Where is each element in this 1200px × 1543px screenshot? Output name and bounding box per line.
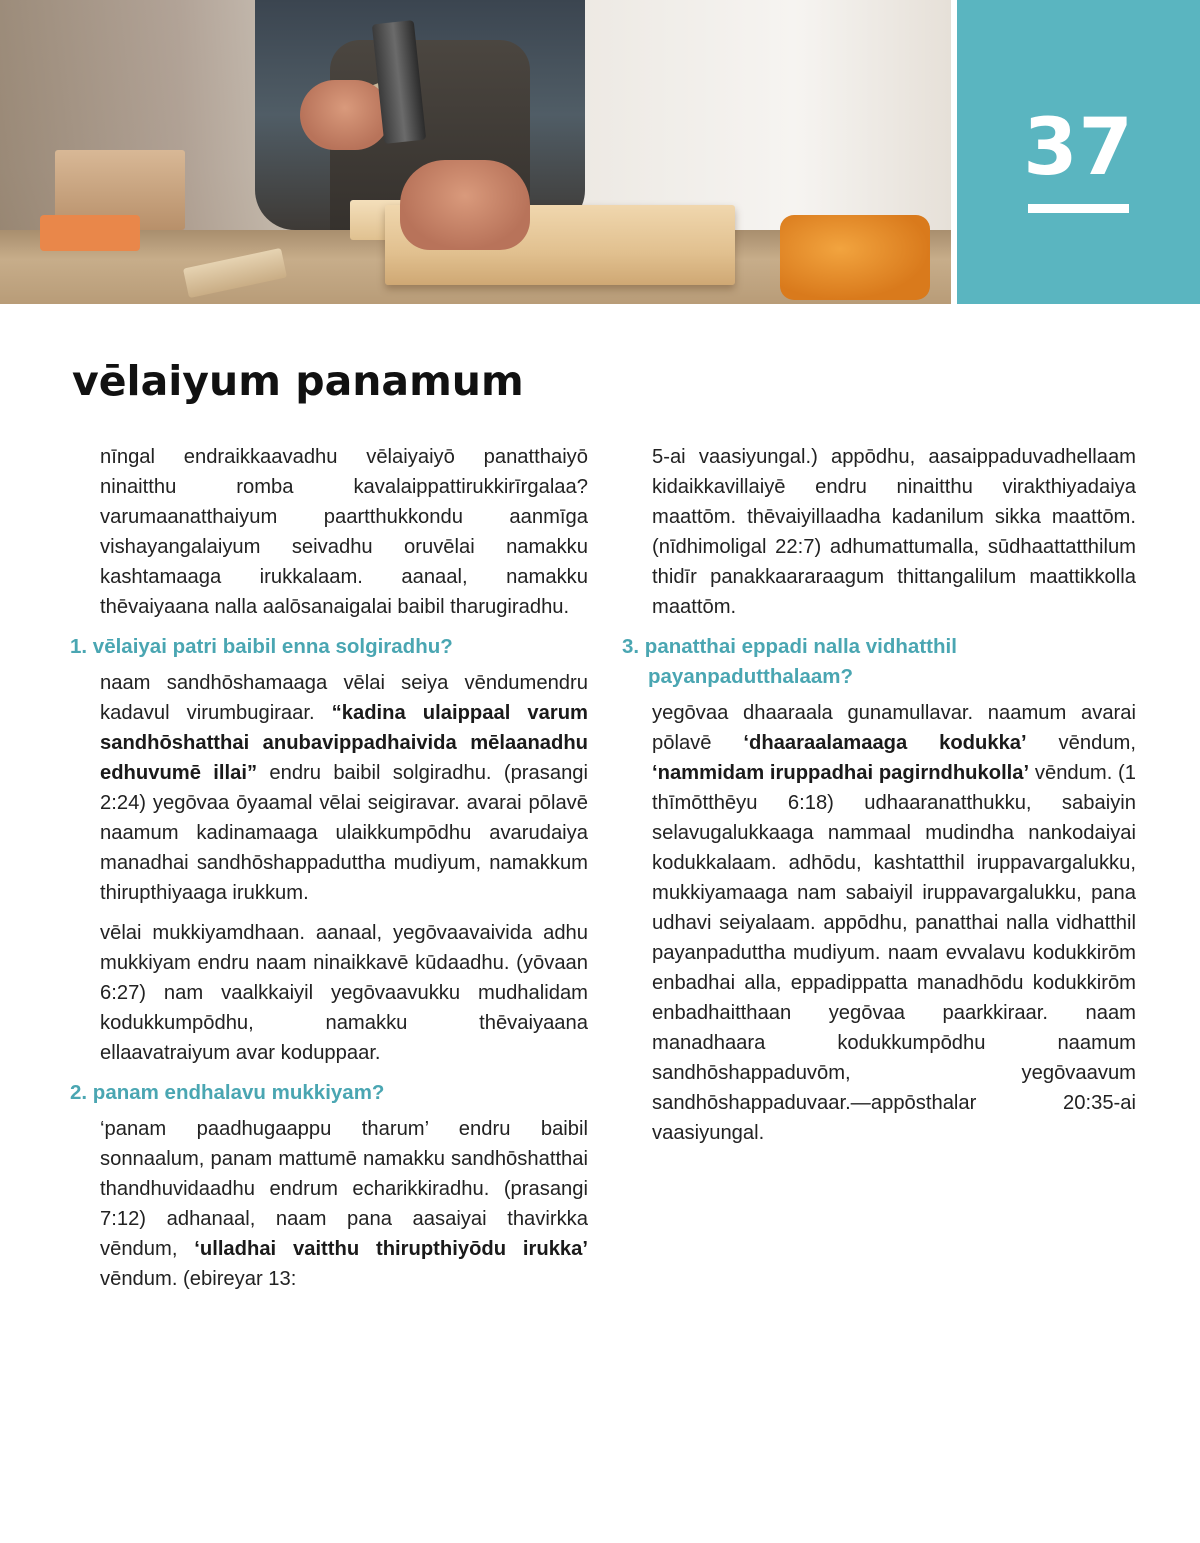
section-1-paragraph-1 — [70, 668, 588, 908]
bold-quote: “kadina ulaippaal varum sandhōshatthai anubavippadhaivida mēlaanadhu edhuvumē illai” — [100, 702, 588, 784]
section-heading-1: 1. vēlaiyai patri baibil enna solgiradhu? — [70, 635, 453, 658]
text-span: vēndum, — [1026, 732, 1136, 754]
page-title: vēlaiyum panamum — [72, 357, 524, 405]
section-2-paragraph-continued: 5-ai vaasiyungal.) appōdhu, aasaippaduvadhellaam kidaikkavillaiyē endru ninaitthu virakthiyadaiya maattōm. thēvaiyillaadha kadanilum sikka maattōm. (nīdhimoligal 22:7) adhumattumalla, sūdhaattatthilum thidīr panakkaararaagum thittangalilum maattikkolla maattōm. — [652, 446, 1136, 618]
bold-quote: ‘ulladhai vaitthu thirupthiyōdu irukka’ — [194, 1238, 588, 1260]
chapter-number: 37 — [1023, 103, 1134, 193]
section-2-paragraph-1 — [70, 1114, 588, 1294]
text-span: vēndum. (1 thīmōtthēyu 6:18) udhaaranatthukku, sabaiyin selavugalukkaaga nammaal mudindha nankodaiyai kodukkalaam. adhōdu, kashtatthil iruppavargalukku, mukkiyamaaga nam sabaiyil iruppavargalukku, pana udhavi seiyalaam. appōdhu, panatthai nalla vidhatthil payanpaduttha mudiyum. naam evvalavu kodukkirōm enbadhai alla, eppadippatta manadhōdu kodukkirōm enbadhaitthaan yegōvaa paarkkiraar. naam manadhaara kodukkumpōdhu naamum sandhōshappaduvōm, yegōvaavum sandhōshappaduvaar.—appōsthalar 20:35-ai vaasiyungal. — [652, 762, 1136, 1144]
section-heading-2: 2. panam endhalavu mukkiyam? — [70, 1081, 385, 1104]
hero-left-hand — [400, 160, 530, 250]
section-1-paragraph-2: vēlai mukkiyamdhaan. aanaal, yegōvaavaivida adhu mukkiyam endru naam ninaikkavē kūdaadhu. (yōvaan 6:27) nam vaalkkaiyil yegōvaavukku mudhalidam kodukkumpōdhu, namakku thēvaiyaana ellaavatraiyum avar koduppaar. — [100, 922, 588, 1064]
hero-right-hand — [300, 80, 390, 150]
section-heading-3: 3. panatthai eppadi nalla vidhatthil payanpadutthalaam? — [622, 635, 957, 688]
hero-sponge — [40, 215, 140, 251]
hero-image — [0, 0, 951, 304]
intro-paragraph: nīngal endraikkaavadhu vēlaiyaiyō panatthaiyō ninaitthu romba kavalaippattirukkirīrgalaa? varumaanatthaiyum paartthukkondu aanmīga vishayangalaiyum seivadhu oruvēlai namakku kashtamaaga irukkalaam. aanaal, namakku thēvaiyaana nalla aalōsanaigalai baibil tharugiradhu. — [100, 446, 588, 618]
text-span: vēndum. (ebireyar 13: — [100, 1268, 297, 1290]
section-3-paragraph-1 — [622, 698, 1136, 1148]
hero-background-window — [560, 0, 951, 230]
text-span: naam sandhōshamaaga vēlai seiya vēndumendru kadavul virumbugiraar. — [100, 672, 588, 724]
bold-quote: ‘dhaaraalamaaga kodukka’ — [743, 732, 1027, 754]
left-column — [70, 442, 588, 1304]
text-span: yegōvaa dhaaraala gunamullavar. naamum avarai pōlavē — [652, 702, 1136, 754]
bold-quote: ‘nammidam iruppadhai pagirndhukolla’ — [652, 762, 1030, 784]
chapter-badge — [957, 0, 1200, 304]
text-span: endru baibil solgiradhu. (prasangi 2:24) yegōvaa ōyaamal vēlai seigiravar. avarai pōlavē naamum kadinamaaga ulaikkumpōdhu avarudaiya manadhai sandhōshappaduttha mudiyum, namakkum thirupthiyaaga irukkum. — [100, 762, 589, 904]
chapter-underline — [1028, 204, 1129, 213]
right-column — [622, 442, 1136, 1158]
hero-orange-pot — [780, 215, 930, 300]
text-span: ‘panam paadhugaappu tharum’ endru baibil sonnaalum, panam mattumē namakku sandhōshatthai thandhuvidaadhu endrum echarikkiradhu. (prasangi 7:12) adhanaal, naam pana aasaiyai thavirkka vēndum, — [100, 1118, 588, 1260]
